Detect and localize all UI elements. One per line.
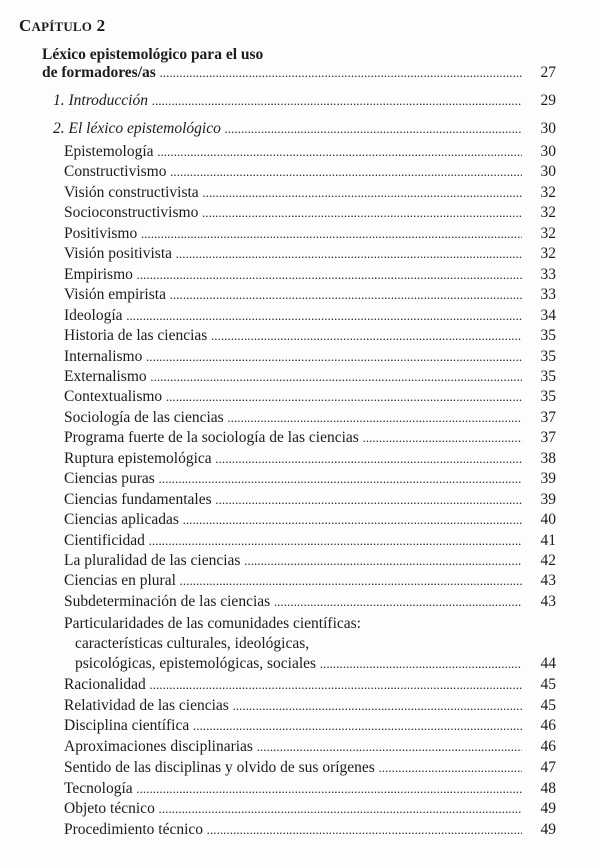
page-number: 43 [522,571,556,591]
toc-entry[interactable] [64,551,556,571]
toc-entry[interactable] [64,758,556,778]
multiline-entry-line2: características culturales, ideológicas, [75,635,310,652]
toc-entry[interactable] [64,203,556,223]
toc-entry[interactable] [64,820,556,840]
page-number: 35 [522,367,556,387]
toc-entry-label: Programa fuerte de la sociología de las ciencias [64,429,359,447]
chapter-prefix: C [19,16,32,35]
toc-entry-label: Ciencias fundamentales [64,490,212,508]
toc-entry[interactable] [64,490,556,510]
toc-entry-label: Visión positivista [64,245,173,263]
toc-entry[interactable] [64,675,556,695]
toc-entry-label: Sentido de las disciplinas y olvido de sus orígenes [64,758,375,776]
toc-entry[interactable] [64,306,556,326]
toc-entry-particularidades[interactable] [75,654,556,674]
page-number: 34 [522,306,556,326]
toc-entry-label: Internalismo [64,347,143,365]
toc-entry-label: Cientificidad [64,531,145,549]
toc-entry[interactable] [64,142,556,162]
chapter-heading [19,16,105,36]
page-number: 49 [522,820,556,840]
toc-item-label: 1. Introducción [53,92,148,109]
chapter-number: 2 [96,16,106,35]
toc-entry-label: Visión empirista [64,286,166,304]
page-number: 39 [522,469,556,489]
page-number: 30 [522,162,556,182]
toc-entry-label: Racionalidad [64,676,146,693]
page-number: 35 [522,387,556,407]
toc-entry-label: Aproximaciones disciplinarias [64,738,253,756]
toc-entry-label: La pluralidad de las ciencias [64,552,241,569]
toc-entry-label: Contextualismo [64,388,163,406]
toc-entry-label: Visión constructivista [64,183,199,201]
page-number: 42 [522,551,556,571]
toc-entry[interactable] [64,408,556,428]
page-number: 38 [522,449,556,469]
page-number: 43 [522,592,556,612]
toc-entry[interactable] [64,347,556,367]
page-number: 29 [522,91,556,111]
toc-entry-label: Ideología [64,306,123,324]
page-number: 41 [522,531,556,551]
page-number: 32 [522,183,556,203]
toc-entry[interactable] [64,571,556,591]
page-number: 47 [522,758,556,778]
toc-entry[interactable] [64,265,556,285]
section-title-line2: de formadores/as [42,64,156,81]
page-number: 33 [522,285,556,305]
page-number: 30 [522,119,556,139]
toc-entry[interactable] [64,244,556,264]
page-number: 49 [522,799,556,819]
toc-entry-label: Epistemología [64,143,154,160]
page-number: 33 [522,265,556,285]
toc-entry-label: Ruptura epistemológica [64,449,212,467]
toc-entry-label: Relatividad de las ciencias [64,696,229,714]
section-title-line1: Léxico epistemológico para el uso [42,46,264,63]
page-number: 32 [522,203,556,223]
page-number: 37 [522,408,556,428]
toc-entry[interactable] [64,428,556,448]
toc-entry[interactable] [64,224,556,244]
page-number: 35 [522,347,556,367]
toc-entry[interactable] [64,326,556,346]
toc-entry-label: Procedimiento técnico [64,820,204,838]
toc-entry-label: Disciplina científica [64,717,190,735]
multiline-entry-line1: Particularidades de las comunidades científicas: [64,615,361,632]
page-number: 45 [522,696,556,716]
multiline-entry-line3: psicológicas, epistemológicas, sociales [75,655,317,672]
toc-entry[interactable] [64,531,556,551]
toc-entry-label: Socioconstructivismo [64,204,199,222]
toc-entry[interactable] [64,799,556,819]
page-number: 48 [522,779,556,799]
toc-entry[interactable] [64,449,556,469]
page-number: 27 [522,63,556,83]
toc-entry-label: Ciencias en plural [64,572,176,590]
toc-entry[interactable] [64,367,556,387]
toc-entry[interactable] [64,469,556,489]
chapter-word: APÍTULO [31,19,93,34]
page-number: 30 [522,142,556,162]
toc-entry-label: Sociología de las ciencias [64,408,224,426]
toc-entry-label: Objeto técnico [64,800,155,818]
toc-entry[interactable] [64,162,556,182]
toc-entry-label: Externalismo [64,367,147,385]
toc-entry[interactable] [64,183,556,203]
toc-entry[interactable] [64,387,556,407]
toc-entry-label: Historia de las ciencias [64,327,208,345]
toc-entry[interactable] [64,592,556,612]
page-number: 40 [522,510,556,530]
page-number: 37 [522,428,556,448]
toc-entry-label: Ciencias puras [64,470,155,488]
page-number: 32 [522,224,556,244]
page-number: 32 [522,244,556,264]
toc-entry-label: Ciencias aplicadas [64,511,179,529]
toc-entry-label: Positivismo [64,224,138,242]
toc-entry[interactable] [64,737,556,757]
toc-item-lexico[interactable] [53,119,556,139]
page-number: 46 [522,737,556,757]
page-number: 46 [522,716,556,736]
toc-entry[interactable] [64,285,556,305]
toc-entry-label: Constructivismo [64,163,167,181]
toc-entry[interactable] [64,716,556,736]
toc-entry[interactable] [64,696,556,716]
page-number: 44 [522,654,556,674]
toc-entry-label: Subdeterminación de las ciencias [64,592,271,610]
toc-item-introduccion[interactable] [53,91,556,111]
toc-entry-label: Empirismo [64,265,133,283]
toc-entry[interactable] [64,779,556,799]
toc-item-label: 2. El léxico epistemológico [53,120,221,137]
section-entry[interactable] [42,63,556,83]
page-number: 39 [522,490,556,510]
toc-entry-label: Tecnología [64,779,133,797]
toc-entry[interactable] [64,510,556,530]
page-number: 45 [522,675,556,695]
page-number: 35 [522,326,556,346]
